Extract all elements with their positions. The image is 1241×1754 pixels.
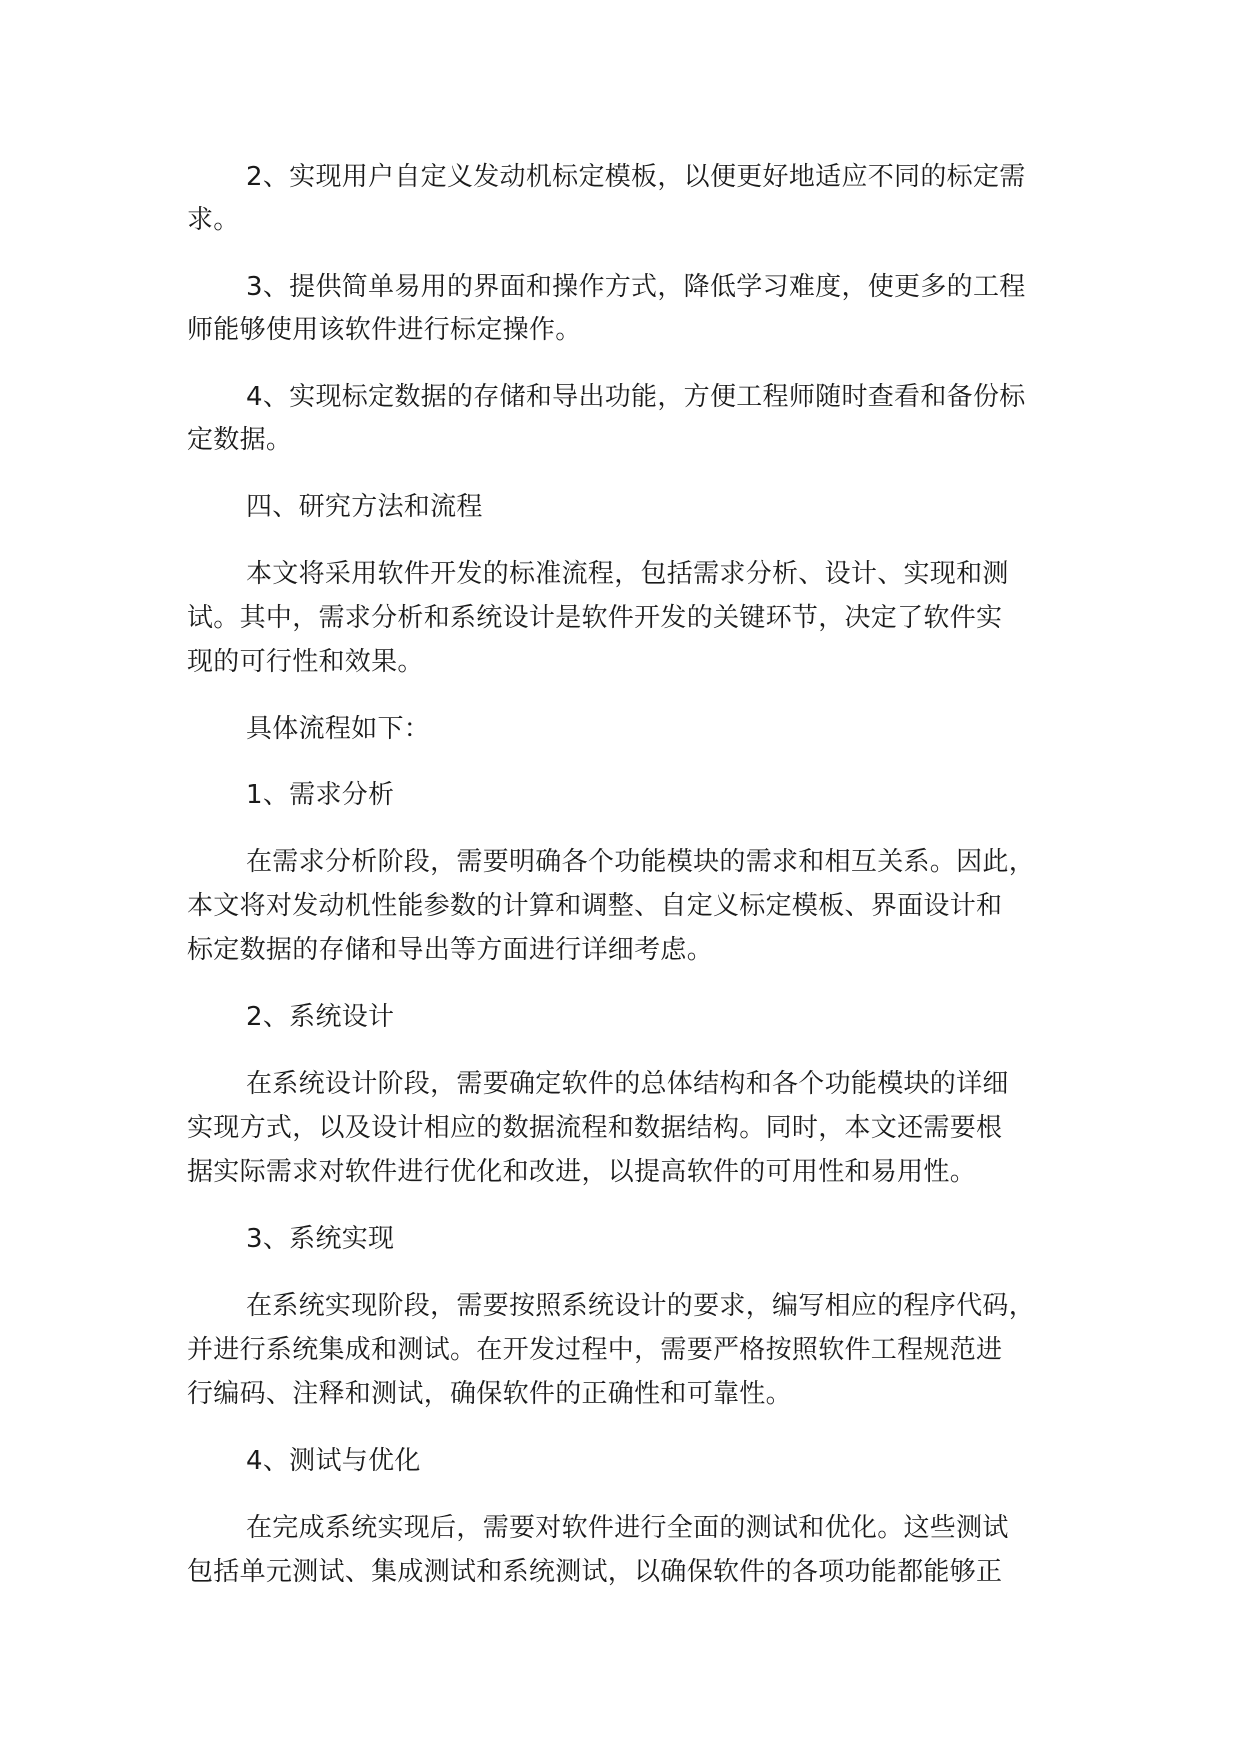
text-line: 师能够使用该软件进行标定操作。 [187, 315, 582, 345]
text-line: 3、提供简单易用的界面和操作方式，降低学习难度，使更多的工程 [246, 272, 1026, 302]
text-line: 标定数据的存储和导出等方面进行详细考虑。 [187, 935, 714, 965]
text-line: 实现方式，以及设计相应的数据流程和数据结构。同时，本文还需要根 [187, 1113, 1003, 1143]
text-line: 行编码、注释和测试，确保软件的正确性和可靠性。 [187, 1379, 792, 1409]
text-line: 本文将对发动机性能参数的计算和调整、自定义标定模板、界面设计和 [187, 891, 1003, 921]
subsection-heading: 4、测试与优化 [246, 1446, 421, 1476]
text-line: 在系统设计阶段，需要确定软件的总体结构和各个功能模块的详细 [246, 1069, 1009, 1099]
text-line: 本文将采用软件开发的标准流程，包括需求分析、设计、实现和测 [246, 559, 1009, 589]
text-line: 现的可行性和效果。 [187, 647, 424, 677]
text-line: 并进行系统集成和测试。在开发过程中，需要严格按照软件工程规范进 [187, 1335, 1003, 1365]
text-line: 包括单元测试、集成测试和系统测试，以确保软件的各项功能都能够正 [187, 1557, 1003, 1587]
text-line: 4、实现标定数据的存储和导出功能，方便工程师随时查看和备份标 [246, 382, 1026, 412]
text-line: 定数据。 [187, 425, 293, 455]
subsection-heading: 3、系统实现 [246, 1224, 395, 1254]
subsection-heading: 2、系统设计 [246, 1002, 395, 1032]
text-line: 试。其中，需求分析和系统设计是软件开发的关键环节，决定了软件实 [187, 603, 1003, 633]
text-line: 在完成系统实现后，需要对软件进行全面的测试和优化。这些测试 [246, 1513, 1009, 1543]
text-line: 据实际需求对软件进行优化和改进，以提高软件的可用性和易用性。 [187, 1157, 977, 1187]
section-heading: 四、研究方法和流程 [246, 492, 483, 522]
text-line: 具体流程如下： [246, 714, 431, 744]
text-line: 2、实现用户自定义发动机标定模板，以便更好地适应不同的标定需 [246, 162, 1026, 192]
text-line: 在需求分析阶段，需要明确各个功能模块的需求和相互关系。因此， [246, 847, 1036, 877]
text-line: 在系统实现阶段，需要按照系统设计的要求，编写相应的程序代码， [246, 1291, 1036, 1321]
subsection-heading: 1、需求分析 [246, 780, 395, 810]
text-line: 求。 [187, 205, 240, 235]
